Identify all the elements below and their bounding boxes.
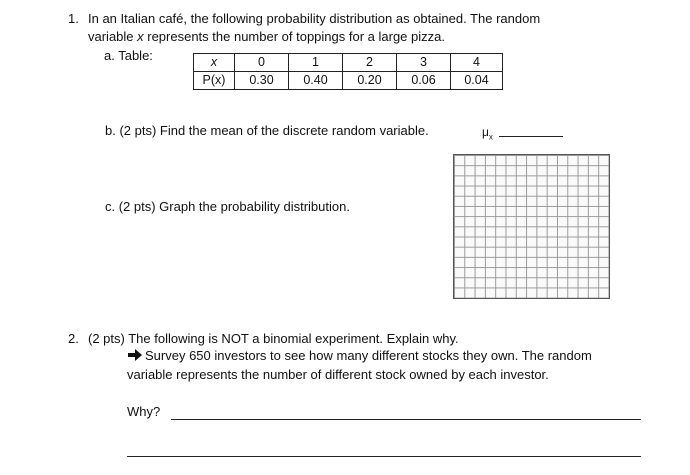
part-c-text: c. (2 pts) Graph the probability distribution.	[105, 199, 350, 214]
mu-x-symbol	[482, 124, 493, 145]
line-2-suffix: represents the number of toppings for a large pizza.	[143, 29, 445, 44]
line-2-prefix: variable	[88, 29, 138, 44]
x-value-3: 3	[397, 54, 451, 72]
x-value-4: 4	[451, 54, 503, 72]
graph-grid[interactable]	[453, 154, 610, 299]
variable-x: x	[137, 29, 144, 44]
question-2-line-2: Survey 650 investors to see how many different stocks they own. The random	[145, 348, 592, 363]
question-2-number: 2.	[68, 331, 79, 346]
question-1-line-1: In an Italian café, the following probability distribution as obtained. The random	[88, 11, 541, 26]
part-b-text: b. (2 pts) Find the mean of the discrete random variable.	[105, 123, 429, 138]
question-2-line-1: (2 pts) The following is NOT a binomial experiment. Explain why.	[88, 331, 459, 346]
p-value-2: 0.20	[343, 72, 397, 90]
question-1-number: 1.	[68, 11, 79, 26]
p-value-0: 0.30	[235, 72, 289, 90]
why-answer-line-1[interactable]	[171, 419, 641, 420]
table-row-p	[194, 72, 503, 90]
p-value-4: 0.04	[451, 72, 503, 90]
right-arrow-icon	[128, 349, 142, 361]
mu-symbol: μ	[482, 125, 489, 139]
question-2-line-3: variable represents the number of different stock owned by each investor.	[127, 367, 549, 382]
why-answer-line-2[interactable]	[127, 456, 641, 457]
mu-subscript: x	[488, 132, 493, 142]
table-row-x	[194, 54, 503, 72]
x-header: x	[194, 54, 235, 72]
p-value-1: 0.40	[289, 72, 343, 90]
probability-table	[193, 53, 503, 90]
x-value-0: 0	[235, 54, 289, 72]
question-1-line-2	[88, 29, 445, 45]
p-header: P(x)	[194, 72, 235, 90]
part-a-label: a. Table:	[104, 48, 153, 63]
x-value-1: 1	[289, 54, 343, 72]
why-label: Why?	[127, 404, 161, 419]
p-value-3: 0.06	[397, 72, 451, 90]
mean-answer-line[interactable]	[499, 136, 563, 137]
x-value-2: 2	[343, 54, 397, 72]
